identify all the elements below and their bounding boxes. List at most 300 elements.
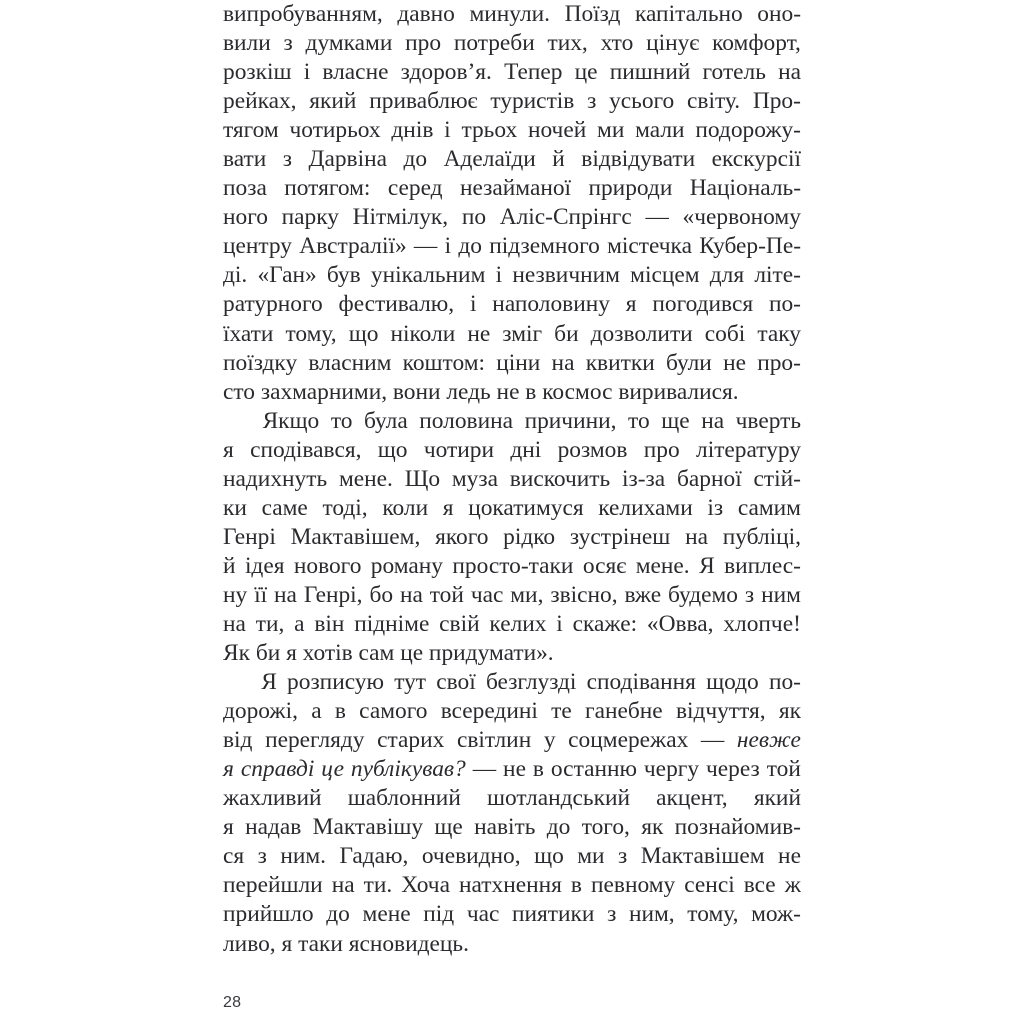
- word: літературу: [696, 436, 801, 463]
- word: дозволити: [590, 320, 693, 347]
- word: чотири: [423, 436, 494, 463]
- word: ним.: [280, 843, 326, 870]
- word: комфорт,: [712, 30, 801, 57]
- word: розписую: [287, 669, 384, 696]
- text-line: [223, 813, 801, 842]
- word: ним,: [628, 901, 675, 928]
- word: хто: [600, 30, 634, 57]
- word: сенсі: [684, 872, 735, 899]
- word: рідко: [503, 523, 556, 550]
- word: тоді,: [322, 494, 368, 521]
- word: ну: [223, 581, 248, 608]
- word: старих: [377, 727, 445, 754]
- word: зміг: [502, 320, 543, 347]
- word: усього: [609, 88, 675, 115]
- word: час: [470, 581, 504, 608]
- text-line: ливо, я таки ясновидець.: [223, 930, 469, 957]
- word: ми: [597, 117, 625, 144]
- word: перегляду: [265, 727, 365, 754]
- word: чверть: [735, 407, 801, 434]
- word: навіть: [474, 814, 536, 841]
- text-line: Як би я хотів сам це придумати».: [223, 640, 554, 667]
- word: просто-таки: [452, 552, 574, 579]
- word: звісно,: [550, 581, 618, 608]
- word: до: [458, 233, 482, 260]
- word: я: [625, 291, 637, 318]
- word: це: [574, 59, 598, 86]
- word: до: [403, 146, 428, 173]
- word: власним: [308, 349, 392, 376]
- word: ді.: [223, 262, 248, 289]
- word: про: [405, 30, 442, 57]
- word: не: [778, 843, 801, 870]
- word: який: [309, 88, 357, 115]
- word: натхнення: [458, 872, 562, 899]
- word: а: [311, 698, 322, 725]
- word: шаблонний: [347, 785, 461, 812]
- word: собі: [704, 320, 746, 347]
- text-line: [223, 261, 801, 290]
- text-line: [223, 232, 801, 261]
- word: будемо: [667, 581, 738, 608]
- word: не: [723, 349, 746, 376]
- word: із: [707, 494, 724, 521]
- word: давно: [397, 1, 455, 27]
- word: підніме: [354, 610, 430, 637]
- word: квитки: [585, 349, 655, 376]
- text-line: [223, 842, 801, 871]
- word: Нітмілук,: [352, 204, 449, 231]
- word: я: [442, 494, 454, 521]
- word: мож-: [751, 901, 801, 928]
- paragraph-1: [223, 0, 801, 407]
- word: випробуванням,: [223, 1, 383, 27]
- word: ратурного: [223, 291, 323, 318]
- word: ся: [223, 843, 245, 870]
- word: погодився: [652, 291, 754, 318]
- word: вили: [223, 30, 271, 57]
- word: ідея: [244, 552, 285, 579]
- word: не: [467, 320, 491, 347]
- word: чотирьох: [289, 117, 381, 144]
- word: ніколи: [390, 320, 456, 347]
- word: «Ган»: [257, 262, 317, 289]
- word: на: [331, 872, 355, 899]
- text-line: [223, 203, 801, 232]
- word: те: [551, 698, 572, 725]
- word: саме: [261, 494, 308, 521]
- word: Мактавішем,: [290, 523, 421, 550]
- word: то: [628, 407, 650, 434]
- word: мене.: [338, 465, 393, 492]
- word: був: [326, 262, 361, 289]
- word: ще: [661, 407, 690, 434]
- word: і: [444, 233, 452, 260]
- word: Тепер: [504, 59, 563, 86]
- word: до: [546, 814, 571, 841]
- word: на: [685, 523, 708, 550]
- word: і: [444, 117, 451, 144]
- word: того,: [581, 814, 630, 841]
- word: тих,: [547, 30, 588, 57]
- word: була: [363, 407, 408, 434]
- word: до: [326, 901, 350, 928]
- word: то: [330, 407, 353, 434]
- word: той: [429, 581, 464, 608]
- text-line: [223, 581, 801, 610]
- word: відвідувати: [581, 146, 696, 173]
- word: здоров’я.: [400, 59, 492, 86]
- word: якого: [435, 523, 489, 550]
- word: свої: [436, 669, 476, 696]
- word: —: [700, 727, 725, 754]
- text-line: сто захмарними, вони ледь не в космос виривалися.: [223, 378, 739, 405]
- word: мали: [635, 117, 685, 144]
- word: а: [294, 610, 305, 637]
- word: й: [552, 146, 565, 173]
- word: коли: [382, 494, 429, 521]
- word: муза: [451, 465, 498, 492]
- word: прийшло: [223, 901, 314, 928]
- word: ним: [761, 581, 801, 608]
- word: тому,: [687, 901, 739, 928]
- word: «червоному: [682, 204, 801, 231]
- text-line: [223, 552, 801, 581]
- word: Я: [699, 552, 715, 579]
- word: незайманої: [459, 175, 572, 202]
- word: не: [503, 756, 526, 783]
- word: розмов: [557, 436, 628, 463]
- word: ще: [434, 814, 463, 841]
- word: самим: [737, 494, 801, 521]
- word: літе-: [754, 262, 801, 289]
- word: той: [766, 756, 801, 783]
- word: по-: [768, 669, 801, 696]
- word: у: [543, 727, 556, 754]
- word: він: [314, 610, 345, 637]
- text-line-indented: [223, 407, 801, 436]
- word: хлопче!: [723, 610, 801, 637]
- word: келих: [489, 610, 547, 637]
- word: її: [254, 581, 268, 608]
- word: —: [645, 204, 669, 231]
- word: Я: [261, 669, 277, 696]
- text-line: [223, 871, 801, 900]
- word: жахливий: [223, 785, 322, 812]
- text-line: [223, 755, 801, 784]
- word: «Овва,: [646, 610, 714, 637]
- word: барної: [677, 465, 742, 492]
- word: роману: [370, 552, 443, 579]
- text-line: [223, 290, 801, 319]
- word: що: [534, 843, 564, 870]
- word: все: [743, 872, 776, 899]
- word: тут: [394, 669, 427, 696]
- word: містечка: [607, 233, 692, 260]
- word: розкіш: [223, 59, 292, 86]
- word: світу.: [687, 88, 741, 115]
- text-line: [223, 320, 801, 349]
- word: осяє: [582, 552, 627, 579]
- word: капітально: [634, 1, 743, 27]
- word: з: [607, 901, 617, 928]
- word: фестивалю,: [338, 291, 455, 318]
- word: я: [223, 814, 234, 841]
- text-line: [223, 436, 801, 465]
- word: ми: [577, 843, 605, 870]
- word: щодо: [706, 669, 759, 696]
- word: центру: [223, 233, 293, 260]
- word: вискочить: [509, 465, 611, 492]
- word: пиятики: [512, 901, 595, 928]
- word: що: [348, 320, 379, 347]
- word: Якщо: [262, 407, 320, 434]
- word: самого: [359, 698, 428, 725]
- paragraph-2: [223, 407, 801, 668]
- word: —: [472, 756, 497, 783]
- word: соцмережах: [568, 727, 689, 754]
- word: мене.: [635, 552, 690, 579]
- text-line: [223, 174, 801, 203]
- word: потягом:: [284, 175, 371, 202]
- word: дні: [510, 436, 542, 463]
- word: подорожу-: [695, 117, 801, 144]
- word: серед: [387, 175, 443, 202]
- word: я: [223, 756, 234, 783]
- word: Мактавішу: [312, 814, 424, 841]
- text-line: [223, 29, 801, 58]
- word: Генрі,: [303, 581, 363, 608]
- word: сподівання: [586, 669, 696, 696]
- word: би: [554, 320, 579, 347]
- word: всередині: [440, 698, 538, 725]
- word: акцент,: [656, 785, 728, 812]
- word: дорожі,: [223, 698, 298, 725]
- word: і: [495, 262, 503, 289]
- word: Генрі: [223, 523, 276, 550]
- text-line: [223, 494, 801, 523]
- word: безглузді: [485, 669, 577, 696]
- word: Дарвіна: [308, 146, 387, 173]
- word: про-: [757, 349, 801, 376]
- word: це: [321, 756, 344, 783]
- word: відчуття,: [675, 698, 766, 725]
- text-column: [223, 0, 801, 959]
- word: ми,: [510, 581, 544, 608]
- word: рейках,: [223, 88, 297, 115]
- word: з: [283, 30, 293, 57]
- word: тягом: [223, 117, 279, 144]
- word: природи: [588, 175, 673, 202]
- word: й: [223, 552, 236, 579]
- word: публікував?: [350, 756, 466, 783]
- word: мене: [362, 901, 411, 928]
- word: зустрінеш: [569, 523, 671, 550]
- text-line: [223, 58, 801, 87]
- word: Гадаю,: [339, 843, 409, 870]
- word: справді: [240, 756, 315, 783]
- text-line: [223, 726, 801, 755]
- word: днів: [391, 117, 434, 144]
- word: виплес-: [724, 552, 801, 579]
- word: місцем: [630, 262, 700, 289]
- word: під: [423, 901, 455, 928]
- paragraph-indent: [223, 668, 251, 697]
- text-line: [223, 465, 801, 494]
- text-line: [223, 87, 801, 116]
- word: поза: [223, 175, 267, 202]
- word: перейшли: [223, 872, 323, 899]
- word: світлин: [456, 727, 532, 754]
- word: і: [303, 59, 311, 86]
- word: я: [223, 436, 234, 463]
- word: половина: [419, 407, 514, 434]
- word: Кубер-Пе-: [699, 233, 801, 260]
- word: з: [744, 581, 755, 608]
- word: таку: [757, 320, 801, 347]
- word: підземного: [489, 233, 600, 260]
- word: свій: [439, 610, 480, 637]
- word: через: [706, 756, 760, 783]
- word: певному: [591, 872, 676, 899]
- word: шотландський: [487, 785, 630, 812]
- text-line: [223, 900, 801, 929]
- word: публіці,: [722, 523, 801, 550]
- word: на: [274, 581, 297, 608]
- paragraph-indent: [223, 407, 251, 436]
- word: Що: [404, 465, 441, 492]
- word: на: [223, 610, 246, 637]
- text-line-indented: [223, 668, 801, 697]
- word: були: [665, 349, 712, 376]
- text-line: [223, 523, 801, 552]
- word: очевидно,: [421, 843, 521, 870]
- word: вати: [223, 146, 267, 173]
- word: який: [753, 785, 801, 812]
- word: з: [282, 146, 293, 173]
- word: приваблює: [369, 88, 478, 115]
- word: наполовину: [492, 291, 610, 318]
- word: в: [532, 756, 544, 783]
- word: час: [466, 901, 500, 928]
- word: і: [469, 291, 477, 318]
- word: бо: [369, 581, 394, 608]
- word: по-: [768, 291, 801, 318]
- word: цінує: [646, 30, 700, 57]
- word: ти.: [363, 872, 393, 899]
- word: тому,: [285, 320, 337, 347]
- word: на: [399, 581, 423, 608]
- word: Про-: [752, 88, 801, 115]
- word: на: [551, 349, 575, 376]
- word: на: [778, 59, 801, 86]
- word: сподівався,: [250, 436, 362, 463]
- word: для: [709, 262, 745, 289]
- word: ганебне: [585, 698, 663, 725]
- word: в: [570, 872, 582, 899]
- word: ціни: [496, 349, 541, 376]
- word: Мактавішем: [640, 843, 765, 870]
- text-line: [223, 697, 801, 726]
- word: і: [556, 610, 563, 637]
- word: ного: [223, 204, 268, 231]
- word: Австралії»: [299, 233, 407, 260]
- word: парку: [281, 204, 339, 231]
- page-number: 28: [223, 994, 242, 1011]
- word: з: [618, 843, 628, 870]
- word: скаже:: [572, 610, 638, 637]
- word: їхати: [223, 320, 274, 347]
- word: нового: [293, 552, 362, 579]
- word: пишний: [609, 59, 691, 86]
- word: на: [701, 407, 725, 434]
- word: що: [377, 436, 408, 463]
- word: цокатимуся: [468, 494, 584, 521]
- word: екскурсії: [711, 146, 801, 173]
- word: туристів: [490, 88, 575, 115]
- paragraph-3: [223, 668, 801, 958]
- word: познайомив-: [674, 814, 801, 841]
- word: як: [778, 698, 801, 725]
- word: власне: [322, 59, 389, 86]
- word: келихами: [598, 494, 693, 521]
- word: чергу: [643, 756, 700, 783]
- word: ти,: [255, 610, 285, 637]
- word: вже: [624, 581, 662, 608]
- word: з: [587, 88, 597, 115]
- word: Аліс-Спрінгс: [499, 204, 632, 231]
- text-line: [223, 610, 801, 639]
- text-line: [223, 116, 801, 145]
- word: останню: [550, 756, 637, 783]
- word: стій-: [753, 465, 801, 492]
- word: з: [257, 843, 267, 870]
- word: Хоча: [401, 872, 450, 899]
- word: незвичним: [512, 262, 620, 289]
- word: причини,: [524, 407, 617, 434]
- word: в: [334, 698, 346, 725]
- word: про: [643, 436, 680, 463]
- word: із-за: [622, 465, 666, 492]
- word: Аделаїди: [443, 146, 536, 173]
- word: надихнуть: [223, 465, 328, 492]
- word: —: [413, 233, 438, 260]
- word: від: [223, 727, 253, 754]
- word: по: [461, 204, 487, 231]
- text-line: [223, 0, 801, 29]
- text-line: [223, 349, 801, 378]
- word: ночей: [527, 117, 587, 144]
- word: оно-: [757, 1, 801, 27]
- word: минули.: [469, 1, 550, 27]
- word: потреби: [453, 30, 535, 57]
- word: унікальним: [370, 262, 486, 289]
- word: надав: [245, 814, 302, 841]
- text-line: [223, 784, 801, 813]
- word: коштом:: [402, 349, 486, 376]
- word: думками: [305, 30, 393, 57]
- word: поїздку: [223, 349, 298, 376]
- text-line: [223, 145, 801, 174]
- word: Національ-: [689, 175, 801, 202]
- word: невже: [736, 727, 801, 754]
- word: Поїзд: [564, 1, 621, 27]
- word: готель: [702, 59, 766, 86]
- word: ж: [784, 872, 801, 899]
- word: як: [641, 814, 664, 841]
- word: ки: [223, 494, 247, 521]
- word: трьох: [461, 117, 518, 144]
